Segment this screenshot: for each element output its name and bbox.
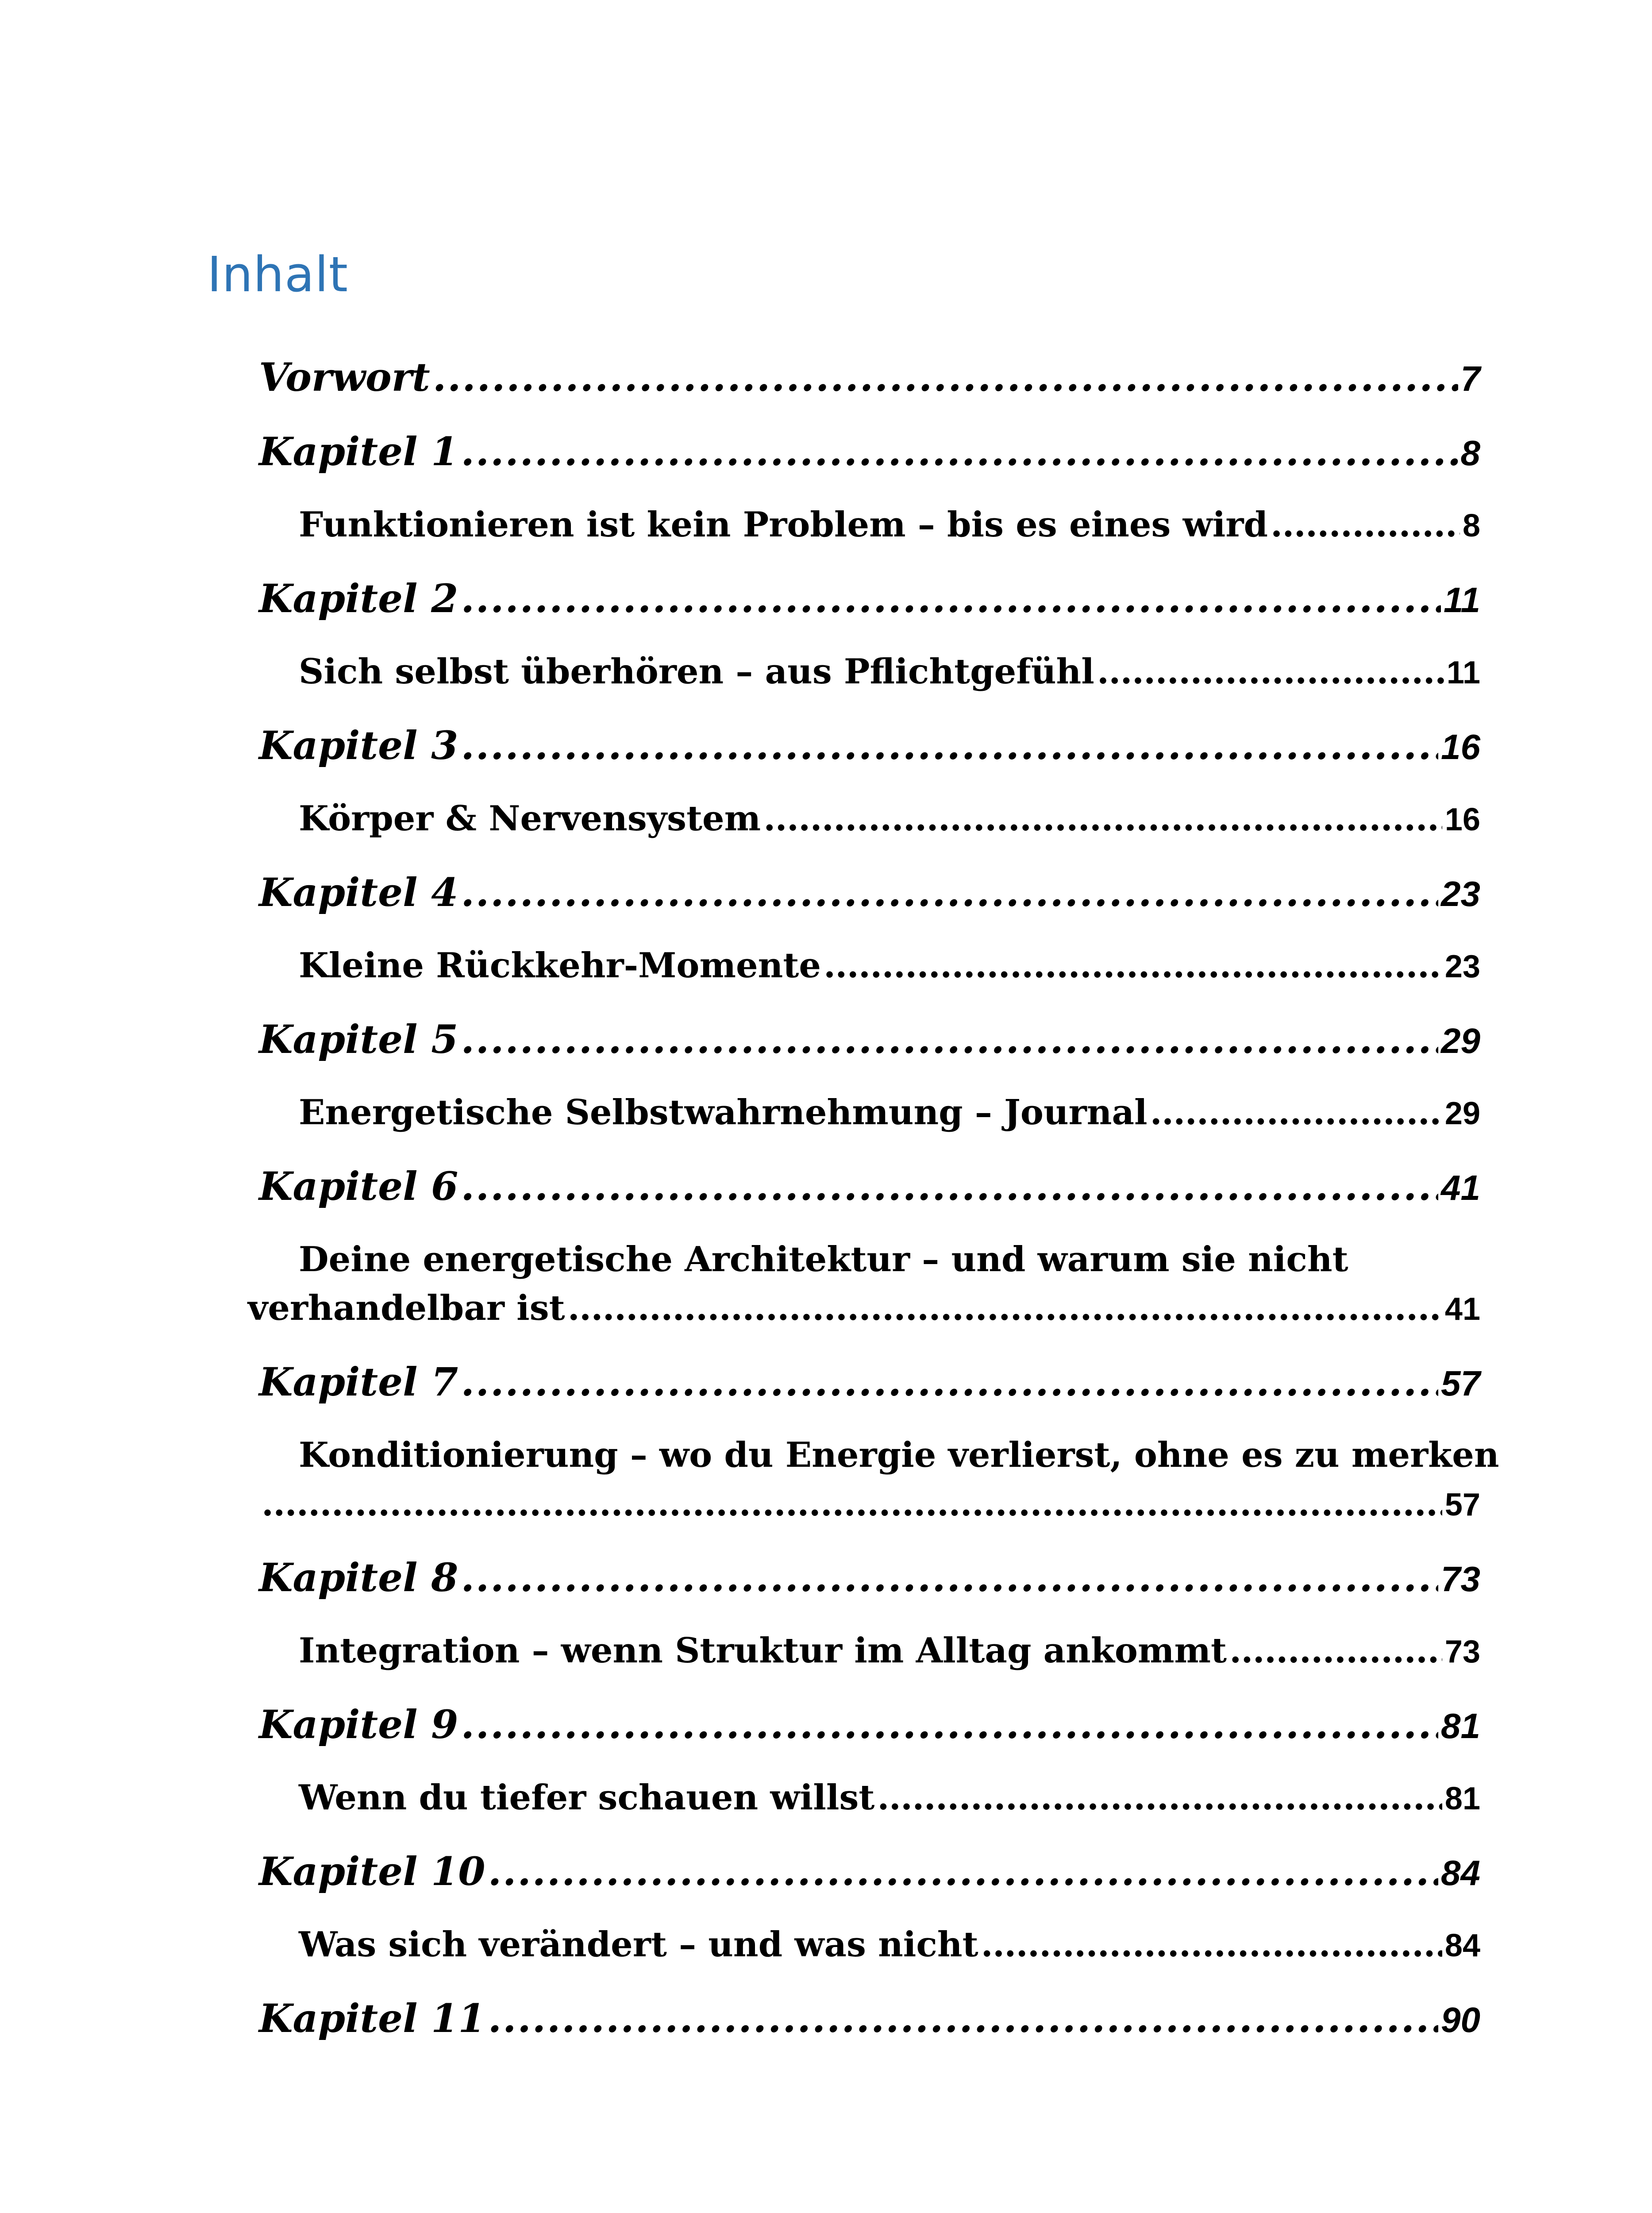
dot-leader [981,1924,1442,1965]
toc-entry-page: 84 [1441,1853,1480,1893]
dot-leader [461,869,1438,915]
toc-entry-title: Kapitel 6 [259,1163,458,1209]
toc-entry-chapter-1[interactable] [259,428,1480,482]
toc-entry-section[interactable] [299,505,1480,553]
dot-leader [433,354,1458,400]
toc-entry-section[interactable] [299,1777,1480,1826]
toc-entry-chapter-11[interactable] [259,1995,1480,2048]
toc-entry-title: Vorwort [259,354,430,400]
toc-entry-section[interactable] [299,652,1480,700]
dot-leader [461,722,1438,768]
toc-entry-section[interactable] [299,798,1480,847]
dot-leader [568,1288,1442,1328]
dot-leader [461,1701,1438,1747]
toc-entry-chapter-9[interactable] [259,1701,1480,1754]
toc-entry-title: Kapitel 11 [259,1995,485,2041]
toc-entry-page: 81 [1444,1781,1480,1816]
toc-entry-page: 29 [1444,1096,1480,1131]
dot-leader [824,945,1442,986]
toc-entry-line2 [259,1484,1480,1524]
dot-leader [488,1995,1438,2041]
toc-entry-chapter-10[interactable] [259,1848,1480,1901]
toc-entry-page: 73 [1441,1559,1480,1599]
toc-entry-section-wrapped[interactable] [0,1239,1480,1341]
dot-leader [461,1554,1438,1600]
toc-entry-title: Kapitel 1 [259,428,458,474]
toc-entry-title: Funktionieren ist kein Problem – bis es eines wird [299,505,1268,545]
dot-leader [1271,505,1460,545]
toc-entry-section[interactable] [299,945,1480,994]
toc-entry-page: 29 [1441,1021,1480,1060]
toc-entry-title: Kleine Rückkehr-Momente [299,945,821,986]
toc-entry-chapter-2[interactable] [259,575,1480,628]
toc-entry-chapter-7[interactable] [259,1359,1480,1412]
toc-heading: Inhalt [207,246,348,303]
toc-entry-title-line1: Konditionierung – wo du Energie verlierst, ohne es zu merken [299,1435,1499,1475]
toc-entry-page: 57 [1441,1364,1480,1403]
toc-entry-page: 73 [1444,1634,1480,1669]
toc-entry-chapter-4[interactable] [259,869,1480,922]
toc-entry-title: Integration – wenn Struktur im Alltag ankommt [299,1631,1227,1671]
toc-entry-section[interactable] [299,1924,1480,1973]
toc-entry-page: 84 [1444,1928,1480,1963]
toc-entry-page: 81 [1441,1706,1480,1746]
toc-entry-title: Was sich verändert – und was nicht [299,1924,978,1965]
dot-leader [488,1848,1438,1894]
toc-entry-title: Kapitel 8 [259,1554,458,1600]
toc-entry-section[interactable] [299,1092,1480,1141]
dot-leader [262,1484,1442,1524]
toc-entry-title: Energetische Selbstwahrnehmung – Journal [299,1092,1148,1133]
toc-entry-page: 23 [1441,874,1480,914]
toc-entry-page: 90 [1441,2000,1480,2040]
toc-entry-page: 16 [1444,802,1480,837]
dot-leader [1150,1092,1442,1133]
dot-leader [763,798,1442,839]
toc-entry-title: Sich selbst überhören – aus Pflichtgefühl [299,652,1094,692]
dot-leader [461,1016,1438,1062]
toc-entry-page: 8 [1460,433,1480,473]
dot-leader [877,1777,1442,1818]
toc-entry-page: 11 [1446,655,1480,690]
toc-entry-title: Körper & Nervensystem [299,798,761,839]
toc-entry-title: Kapitel 7 [259,1359,458,1405]
toc-entry-page: 8 [1462,508,1480,544]
toc-entry-title: Kapitel 10 [259,1848,485,1894]
dot-leader [461,428,1458,474]
dot-leader [461,1359,1438,1405]
dot-leader [1097,652,1444,692]
toc-entry-page: 7 [1460,359,1480,398]
toc-entry-chapter-6[interactable] [259,1163,1480,1216]
toc-entry-title-line1: Deine energetische Architektur – und warum sie nicht [299,1239,1348,1280]
toc-entry-title: Kapitel 3 [259,722,458,768]
toc-entry-page: 23 [1444,949,1480,984]
toc-entry-vorwort[interactable] [259,354,1480,407]
dot-leader [1229,1631,1442,1671]
toc-entry-page: 41 [1444,1292,1480,1327]
toc-entry-title: Kapitel 9 [259,1701,458,1747]
dot-leader [461,1163,1438,1209]
toc-entry-page: 57 [1444,1487,1480,1523]
toc-entry-page: 11 [1443,580,1480,620]
toc-entry-chapter-8[interactable] [259,1554,1480,1608]
toc-entry-section[interactable] [299,1631,1480,1679]
toc-entry-title: Kapitel 4 [259,869,458,915]
toc-entry-line2 [248,1288,1480,1328]
toc-entry-section-wrapped[interactable] [0,1435,1499,1537]
toc-entry-title-line2: verhandelbar ist [248,1288,565,1328]
toc-entry-page: 16 [1441,727,1480,767]
toc-entry-title: Wenn du tiefer schauen willst [299,1777,875,1818]
toc-entry-title: Kapitel 5 [259,1016,458,1062]
toc-entry-chapter-3[interactable] [259,722,1480,775]
toc-entry-chapter-5[interactable] [259,1016,1480,1069]
toc-entry-page: 41 [1441,1168,1480,1207]
toc-entry-title: Kapitel 2 [259,575,458,621]
dot-leader [461,575,1441,621]
